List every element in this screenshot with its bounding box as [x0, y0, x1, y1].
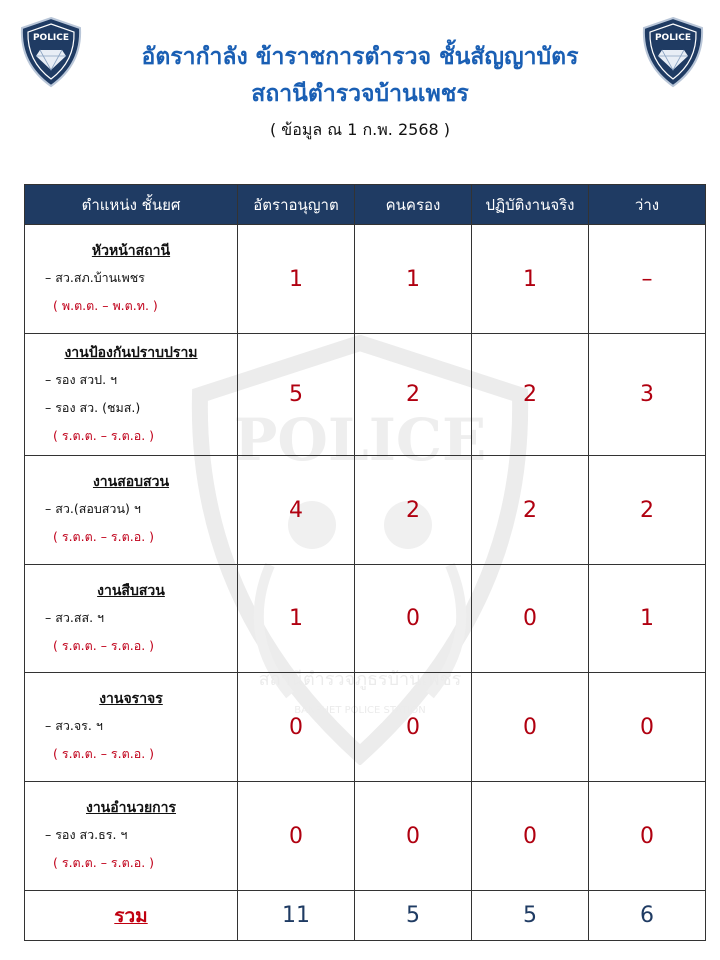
authorized-value: 0 — [238, 782, 355, 891]
authorized-value: 5 — [238, 334, 355, 456]
table-row — [25, 673, 706, 782]
position-line: – สว.(สอบสวน) ฯ — [45, 501, 141, 516]
position-line: – สว.สส. ฯ — [45, 609, 105, 625]
vacant-value: – — [589, 225, 706, 334]
vacant-value: 1 — [589, 565, 706, 673]
rank-range: ( ร.ต.ต. – ร.ต.อ. ) — [53, 637, 155, 653]
actual-value: 0 — [472, 673, 589, 782]
col-header-authorized: อัตราอนุญาต — [238, 185, 355, 225]
position-line: – สว.สภ.บ้านเพชร — [45, 270, 145, 285]
authorized-value: 4 — [238, 456, 355, 565]
occupied-value: 2 — [355, 456, 472, 565]
badge-text: POLICE — [32, 33, 70, 43]
actual-value: 1 — [472, 225, 589, 334]
authorized-value: 0 — [238, 673, 355, 782]
table-row — [25, 225, 706, 334]
group-title: หัวหน้าสถานี — [91, 243, 171, 259]
authorized-value: 1 — [238, 565, 355, 673]
table-header-row — [25, 185, 706, 225]
position-cell — [25, 782, 238, 891]
group-title: งานสอบสวน — [92, 474, 170, 490]
authorized-value: 1 — [238, 225, 355, 334]
total-label: รวม — [25, 891, 238, 941]
rank-range: ( พ.ต.ต. – พ.ต.ท. ) — [53, 298, 158, 313]
total-occupied: 5 — [355, 891, 472, 941]
rank-range: ( ร.ต.ต. – ร.ต.อ. ) — [53, 529, 155, 544]
watermark-text: POLICE — [233, 406, 487, 474]
actual-value: 2 — [472, 456, 589, 565]
position-line: – รอง สว.ธร. ฯ — [45, 827, 128, 842]
data-date: ( ข้อมูล ณ 1 ก.พ. 2568 ) — [269, 120, 451, 139]
rank-range: ( ร.ต.ต. – ร.ต.อ. ) — [53, 855, 155, 870]
group-title: งานจราจร — [99, 691, 163, 707]
col-header-occupied: คนครอง — [355, 185, 472, 225]
vacant-value: 3 — [589, 334, 706, 456]
table-row — [25, 334, 706, 456]
total-actual: 5 — [472, 891, 589, 941]
total-authorized: 11 — [238, 891, 355, 941]
col-header-vacant: ว่าง — [589, 185, 706, 225]
occupied-value: 0 — [355, 782, 472, 891]
watermark-caption-en: BANPHET POLICE STATION — [294, 705, 426, 716]
position-cell — [25, 565, 238, 673]
position-cell — [25, 225, 238, 334]
occupied-value: 0 — [355, 565, 472, 673]
actual-value: 0 — [472, 782, 589, 891]
position-cell — [25, 456, 238, 565]
station-name: สถานีตำรวจบ้านเพชร — [251, 81, 469, 107]
position-line: – สว.จร. ฯ — [45, 718, 103, 733]
badge-text: POLICE — [654, 33, 692, 43]
staffing-table — [24, 184, 706, 941]
vacant-value: 0 — [589, 673, 706, 782]
table-row — [25, 782, 706, 891]
rank-range: ( ร.ต.ต. – ร.ต.อ. ) — [53, 427, 155, 443]
total-row — [25, 891, 706, 941]
group-title: งานสืบสวน — [97, 582, 165, 599]
rank-range: ( ร.ต.ต. – ร.ต.อ. ) — [53, 746, 155, 761]
occupied-value: 0 — [355, 673, 472, 782]
col-header-actual: ปฏิบัติงานจริง — [472, 185, 589, 225]
occupied-value: 1 — [355, 225, 472, 334]
watermark-caption-th: สถานีตำรวจภูธรบ้านเพชร — [258, 669, 462, 690]
occupied-value: 2 — [355, 334, 472, 456]
position-line: – รอง สว. (ชมส.) — [45, 399, 141, 415]
group-title: งานอำนวยการ — [85, 800, 177, 816]
page-title: อัตรากำลัง ข้าราชการตำรวจ ชั้นสัญญาบัตร — [141, 44, 579, 70]
position-line: – รอง สวป. ฯ — [45, 371, 118, 387]
position-cell — [25, 673, 238, 782]
position-cell — [25, 334, 238, 456]
actual-value: 2 — [472, 334, 589, 456]
col-header-position: ตำแหน่ง ชั้นยศ — [25, 185, 238, 225]
vacant-value: 2 — [589, 456, 706, 565]
vacant-value: 0 — [589, 782, 706, 891]
actual-value: 0 — [472, 565, 589, 673]
table-row — [25, 565, 706, 673]
group-title: งานป้องกันปราบปราม — [64, 344, 198, 361]
total-vacant: 6 — [589, 891, 706, 941]
table-row — [25, 456, 706, 565]
